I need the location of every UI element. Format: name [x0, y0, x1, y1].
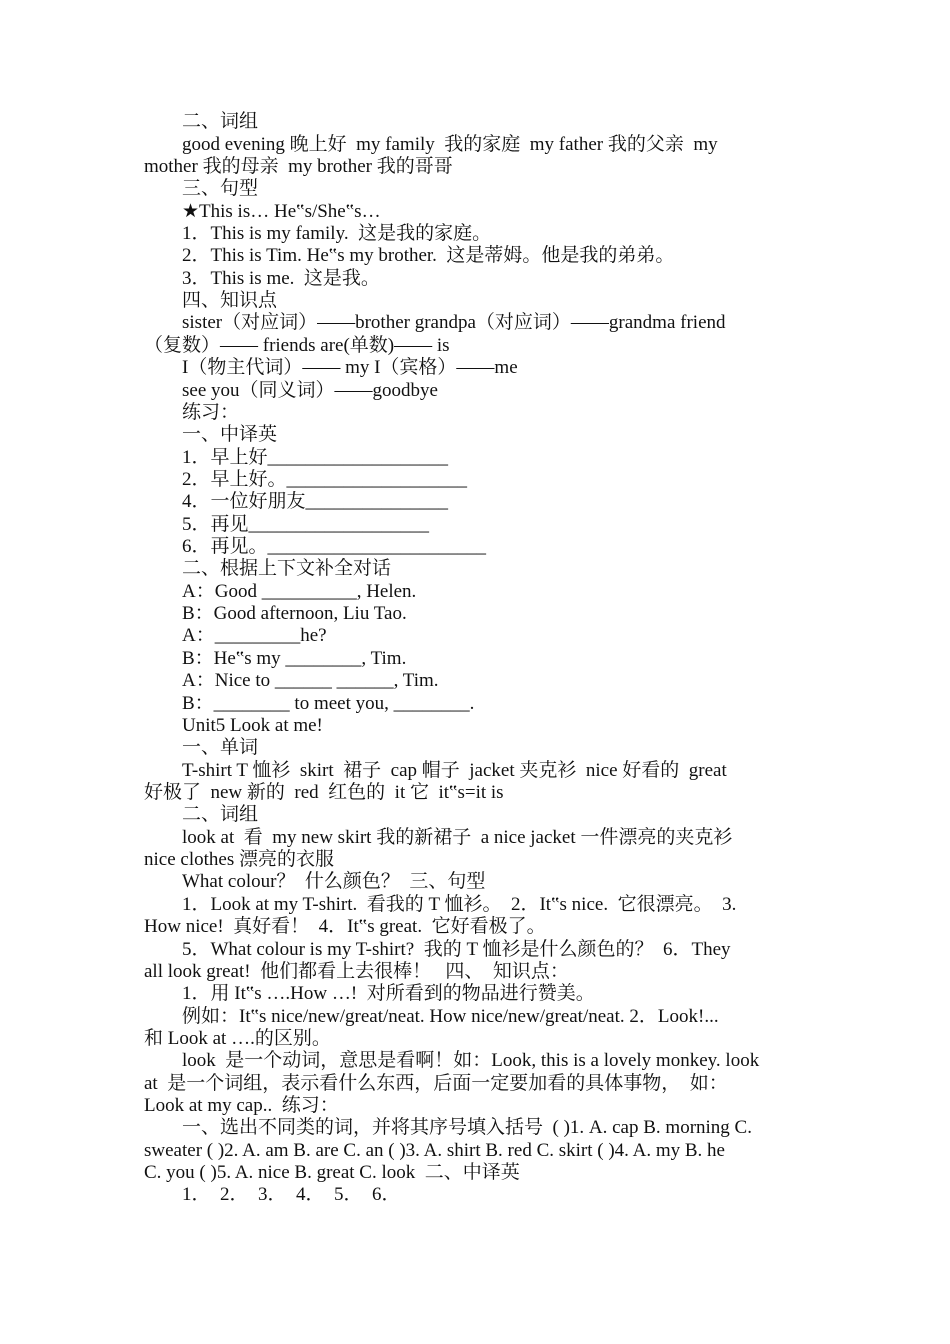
text-line: ★This is… He‟s/She‟s… — [182, 201, 381, 222]
heading-dialogue: 二、根据上下文补全对话 — [182, 558, 392, 579]
unit-title: Unit5 Look at me! — [182, 715, 323, 736]
heading-sentences: 三、句型 — [182, 178, 259, 199]
exercise-item: 4．一位好朋友_______________ — [182, 491, 449, 512]
text-line: 1．用 It‟s ….How …! 对所看到的物品进行赞美。 — [182, 983, 595, 1004]
heading-phrases: 二、词组 — [182, 111, 259, 132]
exercise-item: 2．早上好。___________________ — [182, 469, 468, 490]
text-line: T-shirt T 恤衫 skirt 裙子 cap 帽子 jacket 夹克衫 nice 好看的 great — [182, 760, 727, 781]
text-line: sweater ( )2. A. am B. are C. an ( )3. A. shirt B. red C. skirt ( )4. A. my B. he — [144, 1140, 725, 1161]
text-line: all look great! 他们都看上去很棒！ 四、 知识点： — [144, 961, 569, 982]
text-line: good evening 晚上好 my family 我的家庭 my father 我的父亲 my — [182, 134, 718, 155]
heading-phrases: 二、词组 — [182, 804, 259, 825]
heading-knowledge: 四、知识点 — [182, 290, 278, 311]
exercise-item: 5．再见___________________ — [182, 514, 430, 535]
text-line: sister（对应词）——brother grandpa（对应词）——grandma friend — [182, 312, 726, 333]
text-line: How nice! 真好看！ 4．It‟s great. 它好看极了。 — [144, 916, 546, 937]
heading-translate: 一、中译英 — [182, 424, 278, 445]
text-line: 2．This is Tim. He‟s my brother. 这是蒂姆。他是我的弟弟。 — [182, 245, 675, 266]
text-line: mother 我的母亲 my brother 我的哥哥 — [144, 156, 453, 177]
text-line: 例如：It‟s nice/new/great/neat. How nice/new/great/neat. 2．Look!... — [182, 1006, 719, 1027]
heading-exercises: 练习： — [182, 402, 240, 423]
text-line: 5．What colour is my T-shirt? 我的 T 恤衫是什么颜色的？ 6．They — [182, 939, 731, 960]
text-line: C. you ( )5. A. nice B. great C. look 二、中译英 — [144, 1162, 520, 1183]
dialogue-line: A：Nice to ______ ______, Tim. — [182, 670, 439, 691]
text-line: 3．This is me. 这是我。 — [182, 268, 380, 289]
text-line: at 是一个词组，表示看什么东西，后面一定要加看的具体事物， 如： — [144, 1073, 728, 1094]
exercise-item: 6．再见。_______________________ — [182, 536, 487, 557]
text-line: 1．This is my family. 这是我的家庭。 — [182, 223, 492, 244]
dialogue-line: B：Good afternoon, Liu Tao. — [182, 603, 407, 624]
dialogue-line: A：_________he? — [182, 625, 327, 646]
text-line: 1． 2． 3． 4． 5． 6． — [182, 1184, 401, 1205]
exercise-item: 1．早上好___________________ — [182, 447, 449, 468]
text-line: 一、选出不同类的词，并将其序号填入括号 ( )1. A. cap B. morning C. — [182, 1117, 752, 1138]
text-line: I（物主代词）—— my I（宾格）——me — [182, 357, 518, 378]
dialogue-line: B：________ to meet you, ________. — [182, 693, 475, 714]
text-line: look at 看 my new skirt 我的新裙子 a nice jacket 一件漂亮的夹克衫 — [182, 827, 733, 848]
heading-words: 一、单词 — [182, 737, 259, 758]
text-line: （复数）—— friends are(单数)—— is — [144, 335, 450, 356]
text-line: 好极了 new 新的 red 红色的 it 它 it‟s=it is — [144, 782, 504, 803]
text-line: nice clothes 漂亮的衣服 — [144, 849, 334, 870]
text-line: 和 Look at ….的区别。 — [144, 1028, 331, 1049]
text-line: see you（同义词）——goodbye — [182, 380, 438, 401]
text-line: What colour？ 什么颜色？ 三、句型 — [182, 871, 486, 892]
dialogue-line: A：Good __________, Helen. — [182, 581, 417, 602]
dialogue-line: B：He‟s my ________, Tim. — [182, 648, 407, 669]
text-line: 1．Look at my T-shirt. 看我的 T 恤衫。 2．It‟s nice. 它很漂亮。 3. — [182, 894, 737, 915]
text-line: Look at my cap.. 练习： — [144, 1095, 339, 1116]
text-line: look 是一个动词，意思是看啊！如：Look, this is a lovely monkey. look — [182, 1050, 760, 1071]
